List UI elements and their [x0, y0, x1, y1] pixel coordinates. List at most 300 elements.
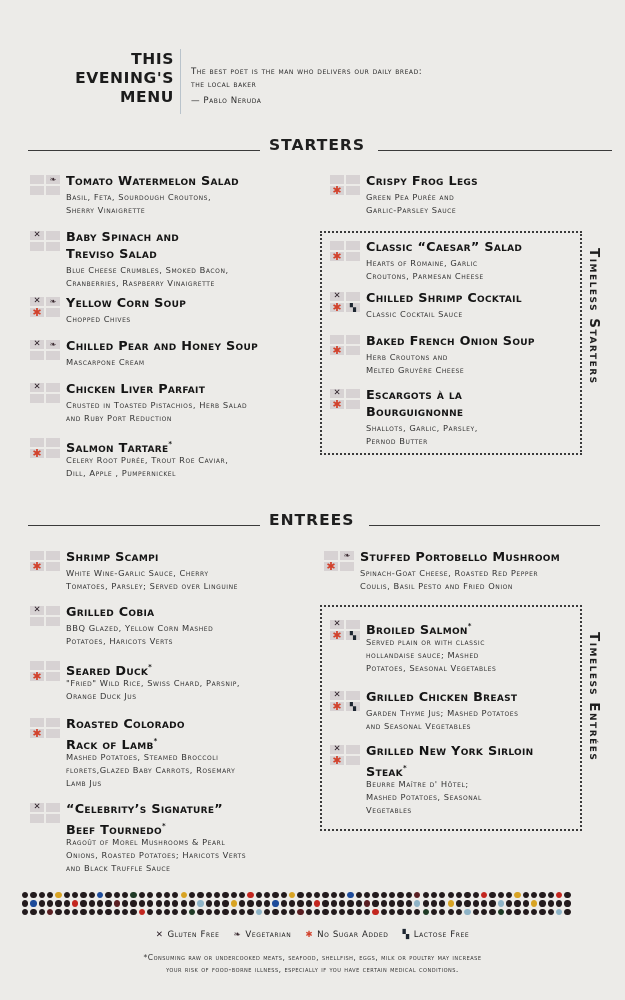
empty-icon-cell: [30, 186, 44, 195]
description-line: Herb Croutons and: [366, 352, 448, 362]
dot: [372, 900, 378, 906]
empty-icon-cell: [30, 551, 44, 560]
dot: [439, 892, 445, 898]
lactose-free-icon: ▚: [346, 303, 360, 312]
dot: [47, 892, 53, 898]
dot: [297, 892, 303, 898]
description-line: Dill, Apple , Pumpernickel: [66, 468, 177, 478]
dot: [89, 892, 95, 898]
description-line: Green Pea Purée and: [366, 192, 455, 202]
dietary-icon-grid: [330, 175, 360, 195]
dot: [172, 892, 178, 898]
item-name: [66, 801, 223, 839]
dot: [281, 909, 287, 915]
dot: [130, 900, 136, 906]
dot: [206, 892, 212, 898]
dot: [39, 892, 45, 898]
dot: [372, 909, 378, 915]
dot: [247, 892, 253, 898]
dot: [97, 909, 103, 915]
empty-icon-cell: [46, 672, 60, 681]
item-name-line: [66, 604, 154, 621]
dot: [414, 909, 420, 915]
raw-food-warning-marker: *: [148, 663, 153, 671]
legend-label: No Sugar Added: [317, 930, 389, 940]
item-name-text: Grilled Chicken Breast: [366, 690, 518, 705]
item-description: [66, 622, 213, 648]
item-name-text: Baby Spinach and: [66, 230, 180, 245]
dot: [105, 892, 111, 898]
dot: [464, 900, 470, 906]
item-name-line: [360, 549, 560, 566]
gluten-free-icon: ✕: [30, 340, 44, 349]
description-line: Celery Root Purée, Trout Roe Caviar,: [66, 455, 229, 465]
item-description: [66, 567, 238, 593]
item-name-text: Grilled New York Sirloin: [366, 744, 534, 759]
item-name-text: Rack of Lamb: [66, 738, 154, 753]
timeless-entrees-label: Timeless Entrées: [586, 632, 602, 762]
legend-item-no-sugar-added: [305, 930, 388, 940]
quote: [191, 66, 591, 108]
vegetarian-icon: ❧: [46, 175, 60, 184]
item-name: [66, 229, 179, 263]
item-name: [66, 295, 186, 312]
item-name-text: Chicken Liver Parfait: [66, 382, 206, 397]
item-name: [66, 549, 159, 566]
dot: [314, 892, 320, 898]
empty-icon-cell: [330, 175, 344, 184]
dot: [256, 892, 262, 898]
dot: [89, 909, 95, 915]
dot: [222, 909, 228, 915]
dot: [147, 892, 153, 898]
footnote-line: your risk of food-borne illness, especially if you have certain medical conditions.: [166, 964, 459, 974]
dot: [281, 900, 287, 906]
dot: [397, 900, 403, 906]
raw-food-warning-marker: *: [402, 764, 407, 772]
dot: [97, 892, 103, 898]
dot: [464, 909, 470, 915]
item-description: [66, 454, 228, 480]
dot: [531, 909, 537, 915]
description-line: Ragoût of Morel Mushrooms & Pearl: [66, 837, 226, 847]
empty-icon-cell: [46, 308, 60, 317]
dietary-icon-grid: [30, 340, 60, 360]
description-line: Mascarpone Cream: [66, 357, 145, 367]
dot: [289, 900, 295, 906]
item-name-text: Steak: [366, 765, 403, 780]
item-name: [360, 549, 560, 566]
dot: [289, 909, 295, 915]
quote-author: — Pablo Neruda: [191, 96, 262, 106]
dot: [247, 909, 253, 915]
dot: [264, 909, 270, 915]
item-name-text: Chilled Shrimp Cocktail: [366, 291, 522, 306]
legend-label: Vegetarian: [245, 930, 292, 940]
title-line: EVENING'S: [75, 69, 174, 87]
dot: [114, 900, 120, 906]
dot: [239, 892, 245, 898]
description-line: Potatoes, Seasonal Vegetables: [366, 663, 497, 673]
dot: [389, 892, 395, 898]
dietary-legend: [0, 930, 625, 940]
description-line: BBQ Glazed, Yellow Corn Mashed: [66, 623, 214, 633]
dot: [156, 892, 162, 898]
description-line: Shallots, Garlic, Parsley,: [366, 423, 478, 433]
dot: [281, 892, 287, 898]
dot: [206, 909, 212, 915]
dot: [389, 909, 395, 915]
dot: [431, 900, 437, 906]
dot: [456, 900, 462, 906]
dot: [514, 909, 520, 915]
empty-icon-cell: [30, 175, 44, 184]
section-title: ENTREES: [269, 511, 355, 529]
dot: [231, 892, 237, 898]
description-line: Onions, Roasted Potatoes; Haricots Verts: [66, 850, 247, 860]
dot: [498, 900, 504, 906]
item-name-line: [66, 549, 159, 566]
dot: [130, 892, 136, 898]
dot: [122, 892, 128, 898]
dot: [80, 892, 86, 898]
empty-icon-cell: [324, 551, 338, 560]
no-sugar-added-icon: ✱: [30, 308, 44, 317]
dot: [272, 909, 278, 915]
dot: [197, 900, 203, 906]
dot: [181, 909, 187, 915]
description-line: hollandaise sauce; Mashed: [366, 650, 479, 660]
item-name-text: Shrimp Scampi: [66, 550, 159, 565]
lactose-free-icon: ▚: [346, 631, 360, 640]
dot: [448, 909, 454, 915]
description-line: Coulis, Basil Pesto and Fried Onion: [360, 581, 513, 591]
description-line: Chopped Chives: [66, 314, 131, 324]
dot: [322, 900, 328, 906]
dot: [414, 892, 420, 898]
dot: [306, 892, 312, 898]
description-line: Sherry Vinaigrette: [66, 205, 146, 215]
dot: [423, 892, 429, 898]
dot: [222, 892, 228, 898]
dot: [272, 892, 278, 898]
dietary-icon-grid: [30, 661, 60, 681]
gluten-free-icon: ✕: [330, 389, 344, 398]
gluten-free-icon: ✕: [330, 691, 344, 700]
dot: [272, 900, 278, 906]
dot: [156, 909, 162, 915]
dot: [364, 909, 370, 915]
item-description: [66, 191, 211, 217]
empty-icon-cell: [30, 242, 44, 251]
description-line: Cranberries, Raspberry Vinaigrette: [66, 278, 215, 288]
dot: [347, 892, 353, 898]
dot: [55, 900, 61, 906]
empty-icon-cell: [46, 617, 60, 626]
description-line: White Wine-Garlic Sauce, Cherry: [66, 568, 209, 578]
dietary-icon-grid: [30, 175, 60, 195]
dot: [72, 892, 78, 898]
empty-icon-cell: [46, 438, 60, 447]
timeless-starters-label: Timeless Starters: [586, 248, 602, 385]
dot: [548, 909, 554, 915]
dietary-icon-grid: [30, 803, 60, 823]
dot: [506, 892, 512, 898]
gluten-free-icon: ✕: [30, 803, 44, 812]
dot: [247, 900, 253, 906]
dot: [322, 892, 328, 898]
item-name-text: “Celebrity’s Signature”: [66, 802, 224, 817]
dot: [356, 892, 362, 898]
dot: [189, 900, 195, 906]
dot: [548, 892, 554, 898]
dot: [256, 909, 262, 915]
item-name-text: Escargots à la: [366, 388, 463, 403]
dot: [523, 900, 529, 906]
item-name-line: [66, 338, 258, 355]
vegetarian-icon: ❧: [46, 340, 60, 349]
dot: [239, 900, 245, 906]
dot: [406, 900, 412, 906]
dot: [339, 892, 345, 898]
dot: [181, 892, 187, 898]
dot: [564, 909, 570, 915]
no-sugar-added-icon: ✱: [30, 562, 44, 571]
item-name: [66, 604, 154, 621]
dot: [172, 900, 178, 906]
gluten-free-icon: ✕: [330, 620, 344, 629]
dot: [431, 909, 437, 915]
dot: [214, 900, 220, 906]
dot: [164, 892, 170, 898]
description-line: Crusted in Toasted Pistachios, Herb Salad: [66, 400, 248, 410]
empty-icon-cell: [46, 186, 60, 195]
legend-label: Gluten Free: [167, 930, 220, 940]
description-line: Orange Duck Jus: [66, 691, 137, 701]
item-description: [66, 399, 247, 425]
dot: [331, 900, 337, 906]
gluten-free-icon: ✕: [330, 745, 344, 754]
dot: [256, 900, 262, 906]
dot: [306, 900, 312, 906]
dot: [47, 900, 53, 906]
description-line: Beurre Maître d' Hôtel;: [366, 779, 469, 789]
dot: [64, 909, 70, 915]
no-sugar-added-icon: ✱: [30, 449, 44, 458]
dot: [30, 909, 36, 915]
dot: [189, 892, 195, 898]
dot: [564, 892, 570, 898]
dot: [506, 909, 512, 915]
gluten-free-icon: ✕: [155, 930, 164, 940]
section-heading-entrees: [28, 511, 614, 531]
description-line: Mashed Potatoes, Seasonal: [366, 792, 482, 802]
dot: [64, 900, 70, 906]
dot: [539, 892, 545, 898]
dietary-icon-grid: [30, 718, 60, 738]
dot: [498, 909, 504, 915]
empty-icon-cell: [30, 814, 44, 823]
dot: [489, 909, 495, 915]
item-description: [66, 836, 246, 875]
item-name-line: [366, 173, 478, 190]
quote-line: The best poet is the man who delivers our daily bread:: [191, 67, 423, 77]
dot: [105, 900, 111, 906]
dot: [556, 909, 562, 915]
dot: [55, 892, 61, 898]
dot: [556, 892, 562, 898]
description-line: Garlic-Parsley Sauce: [366, 205, 457, 215]
dot: [423, 900, 429, 906]
dot: [473, 892, 479, 898]
description-line: Spinach-Goat Cheese, Roasted Red Pepper: [360, 568, 539, 578]
dot: [481, 892, 487, 898]
dot: [506, 900, 512, 906]
heading-rule-right: [369, 525, 600, 526]
empty-icon-cell: [30, 661, 44, 670]
dot: [122, 909, 128, 915]
dot: [322, 909, 328, 915]
item-name-text: Yellow Corn Soup: [66, 296, 187, 311]
dietary-icon-grid: [324, 551, 354, 571]
dot: [347, 909, 353, 915]
item-description: [66, 751, 235, 790]
dot: [114, 909, 120, 915]
footnote-line: *Consuming raw or undercooked meats, seafood, shellfish, eggs, milk or poultry may increase: [143, 953, 482, 962]
item-name-text: Treviso Salad: [66, 247, 157, 262]
description-line: Classic Cocktail Sauce: [366, 309, 463, 319]
description-line: Blue Cheese Crumbles, Smoked Bacon,: [66, 265, 229, 275]
timeless-starters-box: [320, 231, 582, 455]
description-line: and Seasonal Vegetables: [366, 721, 472, 731]
dot: [397, 909, 403, 915]
description-line: florets,Glazed Baby Carrots, Rosemary: [66, 765, 236, 775]
dot: [464, 892, 470, 898]
dot: [481, 900, 487, 906]
dot: [72, 909, 78, 915]
item-name-text: Chilled Pear and Honey Soup: [66, 339, 259, 354]
item-name-line: [66, 246, 179, 263]
no-sugar-added-icon: ✱: [330, 252, 344, 261]
description-line: Croutons, Parmesan Cheese: [366, 271, 484, 281]
legend-item-gluten-free: [156, 930, 220, 940]
dot: [189, 909, 195, 915]
description-line: Tomatoes, Parsley; Served over Linguine: [66, 581, 238, 591]
dot: [406, 892, 412, 898]
empty-icon-cell: [46, 551, 60, 560]
no-sugar-added-icon: ✱: [330, 186, 344, 195]
description-line: and Ruby Port Reduction: [66, 413, 172, 423]
empty-icon-cell: [46, 718, 60, 727]
dietary-icon-grid: [30, 383, 60, 403]
dot: [439, 900, 445, 906]
item-description: [66, 264, 229, 290]
item-name-text: Beef Tournedo: [66, 823, 162, 838]
dot: [114, 892, 120, 898]
dot: [539, 909, 545, 915]
description-line: Melted Gruyère Cheese: [366, 365, 465, 375]
item-name-line: [66, 716, 185, 733]
raw-food-warning-marker: *: [153, 737, 158, 745]
description-line: Mashed Potatoes, Steamed Broccoli: [66, 752, 219, 762]
raw-food-warning-marker: *: [161, 822, 166, 830]
empty-icon-cell: [340, 562, 354, 571]
dot: [306, 909, 312, 915]
dot: [47, 909, 53, 915]
dot: [72, 900, 78, 906]
dot: [372, 892, 378, 898]
empty-icon-cell: [346, 186, 360, 195]
dot: [423, 909, 429, 915]
no-sugar-added-icon: ✱: [330, 702, 344, 711]
dot: [489, 892, 495, 898]
dot: [139, 900, 145, 906]
item-name-text: Baked French Onion Soup: [366, 334, 535, 349]
item-name-text: Crispy Frog Legs: [366, 174, 478, 189]
dot: [448, 892, 454, 898]
item-name: [66, 338, 258, 355]
item-description: [360, 567, 538, 593]
raw-food-warning-marker: *: [168, 440, 173, 448]
no-sugar-added-icon: ✱: [30, 729, 44, 738]
dot: [456, 892, 462, 898]
dot: [531, 900, 537, 906]
dot: [548, 900, 554, 906]
decorative-dot-band: [22, 892, 604, 917]
dot: [564, 900, 570, 906]
item-name-line: [66, 173, 239, 190]
empty-icon-cell: [346, 175, 360, 184]
no-sugar-added-icon: ✱: [330, 756, 344, 765]
section-heading-starters: [28, 136, 614, 156]
dot: [97, 900, 103, 906]
item-name-text: Seared Duck: [66, 664, 149, 679]
menu-title: [40, 50, 174, 107]
dot: [214, 892, 220, 898]
dot: [523, 909, 529, 915]
heading-rule-right: [378, 150, 612, 151]
item-description: [66, 677, 240, 703]
dot: [264, 892, 270, 898]
description-line: Garden Thyme Jus; Mashed Potatoes: [366, 708, 519, 718]
dot: [172, 909, 178, 915]
gluten-free-icon: ✕: [30, 383, 44, 392]
empty-icon-cell: [46, 351, 60, 360]
dot: [239, 909, 245, 915]
vegetarian-icon: ❧: [46, 297, 60, 306]
dot: [39, 900, 45, 906]
empty-icon-cell: [30, 438, 44, 447]
no-sugar-added-icon: ✱: [330, 631, 344, 640]
dot: [556, 900, 562, 906]
dot: [473, 900, 479, 906]
gluten-free-icon: ✕: [30, 297, 44, 306]
dot: [364, 892, 370, 898]
dot: [431, 892, 437, 898]
item-name-text: Bourguignonne: [366, 405, 464, 420]
empty-icon-cell: [46, 231, 60, 240]
empty-icon-cell: [46, 449, 60, 458]
item-name-line: [66, 801, 223, 818]
dot-row: [22, 892, 604, 898]
gluten-free-icon: ✕: [30, 231, 44, 240]
quote-line: the local baker: [191, 79, 257, 90]
description-line: "Fried" Wild Rice, Swiss Chard, Parsnip,: [66, 678, 241, 688]
header-divider: [180, 49, 181, 114]
empty-icon-cell: [46, 562, 60, 571]
dot: [105, 909, 111, 915]
dot: [206, 900, 212, 906]
